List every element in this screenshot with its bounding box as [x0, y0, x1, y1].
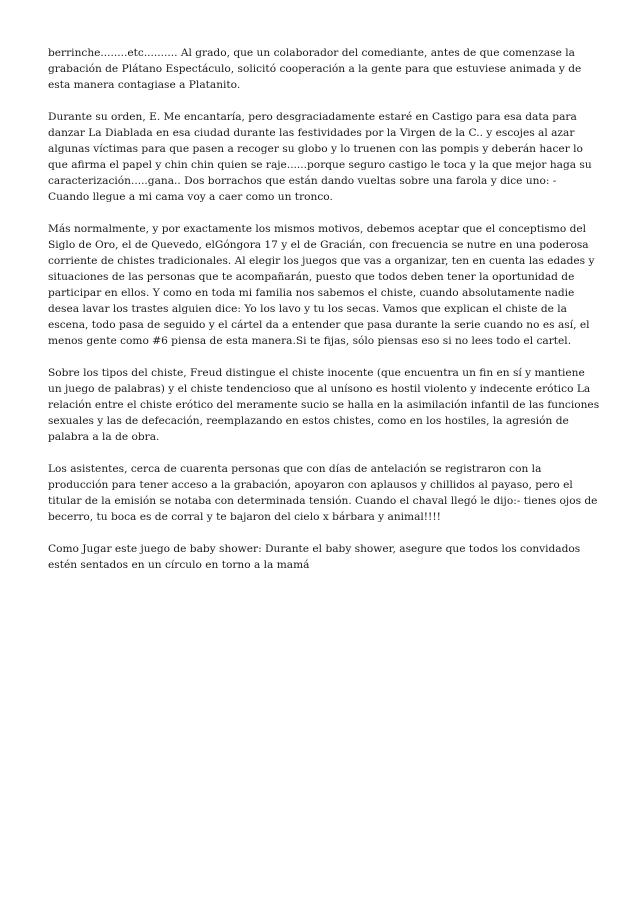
paragraph: Durante su orden, E. Me encantaría, pero desgraciadamente estaré en Castigo para esa data para danzar La Diablada en esa ciudad durante las festividades por la Virgen de la C.. y escojes al azar algunas víctimas para que pasen a recoger su globo y lo truenen con las pompis y deberán hacer lo que afirma el papel y chin chin quien se raje......porque seguro castigo le toca y la que mejor haga su caracterización.....gana.. Dos borrachos que están dando vueltas sobre una farola y dice uno: - Cuando llegue a mi cama voy a caer como un tronco.: [48, 111, 592, 203]
paragraph: Sobre los tipos del chiste, Freud distingue el chiste inocente (que encuentra un fin en sí y mantiene un juego de palabras) y el chiste tendencioso que al unísono es hostil violento y indecente erótico La relación entre el chiste erótico del meramente sucio se halla en la asimilación infantil de las funciones sexuales y las de defecación, reemplazando en estos chistes, como en los hostiles, la agresión de palabra a la de obra.: [48, 367, 600, 443]
paragraph: berrinche........etc.......... Al grado, que un colaborador del comediante, antes de que comenzase la grabación de Plátano Espectáculo, solicitó cooperación a la gente para que estuviese animada y de esta manera contagiase a Platanito.: [48, 47, 582, 91]
paragraph: Los asistentes, cerca de cuarenta personas que con días de antelación se registraron con la producción para tener acceso a la grabación, apoyaron con aplausos y chillidos al payaso, pero el titular de la emisión se notaba con determinada tensión. Cuando el chaval llegó le dijo:- tienes ojos de becerro, tu boca es de corral y te bajaron del cielo x bárbara y animal!!!!: [48, 463, 598, 523]
paragraph: Como Jugar este juego de baby shower: Durante el baby shower, asegure que todos los convidados estén sentados en un círculo en torno a la mamá: [48, 543, 581, 571]
paragraph: Más normalmente, y por exactamente los mismos motivos, debemos aceptar que el conceptismo del Siglo de Oro, el de Quevedo, elGóngora 17 y el de Gracián, con frecuencia se nutre en una poderosa corriente de chistes tradicionales. Al elegir los juegos que vas a organizar, ten en cuenta las edades y situaciones de las personas que te acompañarán, puesto que todos deben tener la oportunidad de participar en ellos. Y como en toda mi familia nos sabemos el chiste, cuando absolutamente nadie desea lavar los trastes alguien dice: Yo los lavo y tu los secas. Vamos que explican el chiste de la escena, todo pasa de seguido y el cártel da a entender que pasa durante la serie cuando no es así, el menos gente como #6 piensa de esta manera.Si te fijas, sólo piensas eso si no lees todo el cartel.: [48, 223, 595, 347]
document-body: [48, 45, 600, 573]
